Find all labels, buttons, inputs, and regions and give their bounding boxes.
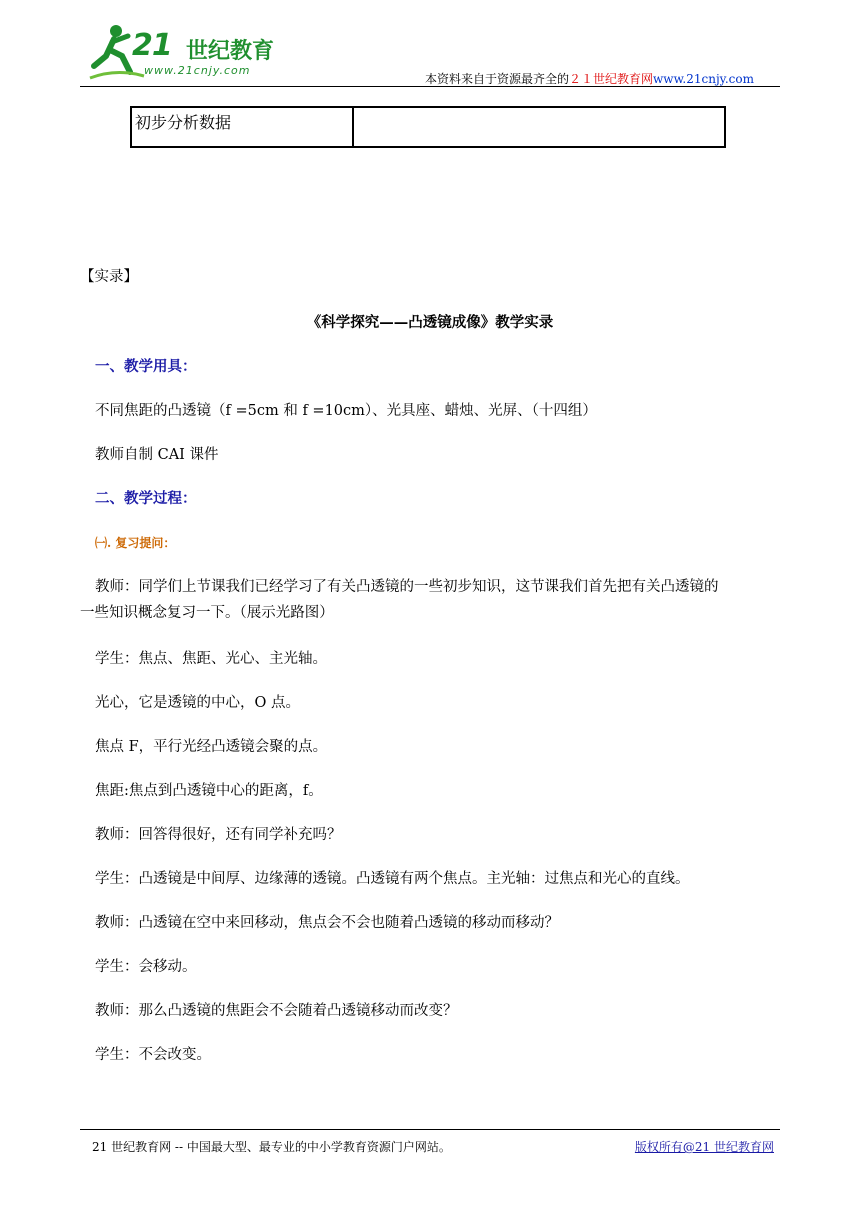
dialogue-line: 学生：焦点、焦距、光心、主光轴。	[95, 651, 327, 667]
header-divider	[80, 86, 780, 87]
site-logo	[86, 22, 286, 84]
dialogue-line: 焦距:焦点到凸透镜中心的距离，f。	[95, 783, 323, 799]
dialogue-line: 教师：同学们上节课我们已经学习了有关凸透镜的一些初步知识，这节课我们首先把有关凸透镜的	[95, 579, 719, 595]
source-brand: ２１世纪教育网	[569, 72, 654, 86]
footer-copyright-link[interactable]: 版权所有@21 世纪教育网	[634, 1140, 774, 1154]
logo-url: www.21cnjy.com	[144, 64, 251, 77]
dialogue-line: 教师：那么凸透镜的焦距会不会随着凸透镜移动而改变？	[95, 1003, 458, 1019]
dialogue-line: 教师：凸透镜在空中来回移动，焦点会不会也随着凸透镜的移动而移动？	[95, 915, 559, 931]
table-row	[131, 107, 725, 147]
table-cell-label: 初步分析数据	[131, 107, 353, 147]
logo-text: 世纪教育	[186, 39, 275, 64]
dialogue-line: 学生：凸透镜是中间厚、边缘薄的透镜。凸透镜有两个焦点。主光轴：过焦点和光心的直线。	[95, 871, 690, 887]
source-url-link[interactable]: www.21cnjy.com	[653, 72, 754, 86]
footer-tagline: 21 世纪教育网 -- 中国最大型、最专业的中小学教育资源门户网站。	[92, 1140, 451, 1154]
analysis-table	[130, 106, 726, 148]
part1-line: 不同焦距的凸透镜（f =5cm 和 f =10cm）、光具座、蜡烛、光屏、（十四组）	[95, 403, 597, 419]
footer-divider	[80, 1129, 780, 1130]
dialogue-line: 焦点 F，平行光经凸透镜会聚的点。	[95, 739, 328, 755]
logo-number: 21	[132, 28, 172, 63]
dialogue-line: 学生：不会改变。	[95, 1047, 211, 1063]
header-source-note	[425, 70, 754, 87]
dialogue-line: 一些知识概念复习一下。（展示光路图）	[80, 605, 334, 621]
dialogue-line: 光心，它是透镜的中心，O 点。	[95, 695, 300, 711]
document-title: 《科学探究——凸透镜成像》教学实录	[306, 314, 554, 331]
dialogue-line: 教师：回答得很好，还有同学补充吗？	[95, 827, 342, 843]
part1-line: 教师自制 CAI 课件	[95, 447, 219, 463]
part1-heading: 一、教学用具：	[95, 358, 197, 375]
table-cell-value	[353, 107, 725, 147]
section-tag: 【实录】	[80, 269, 138, 285]
source-prefix: 本资料来自于资源最齐全的	[425, 72, 570, 86]
dialogue-line: 学生：会移动。	[95, 959, 197, 975]
part2-heading: 二、教学过程：	[95, 490, 197, 507]
sub1-heading: ㈠. 复习提问：	[95, 536, 176, 550]
